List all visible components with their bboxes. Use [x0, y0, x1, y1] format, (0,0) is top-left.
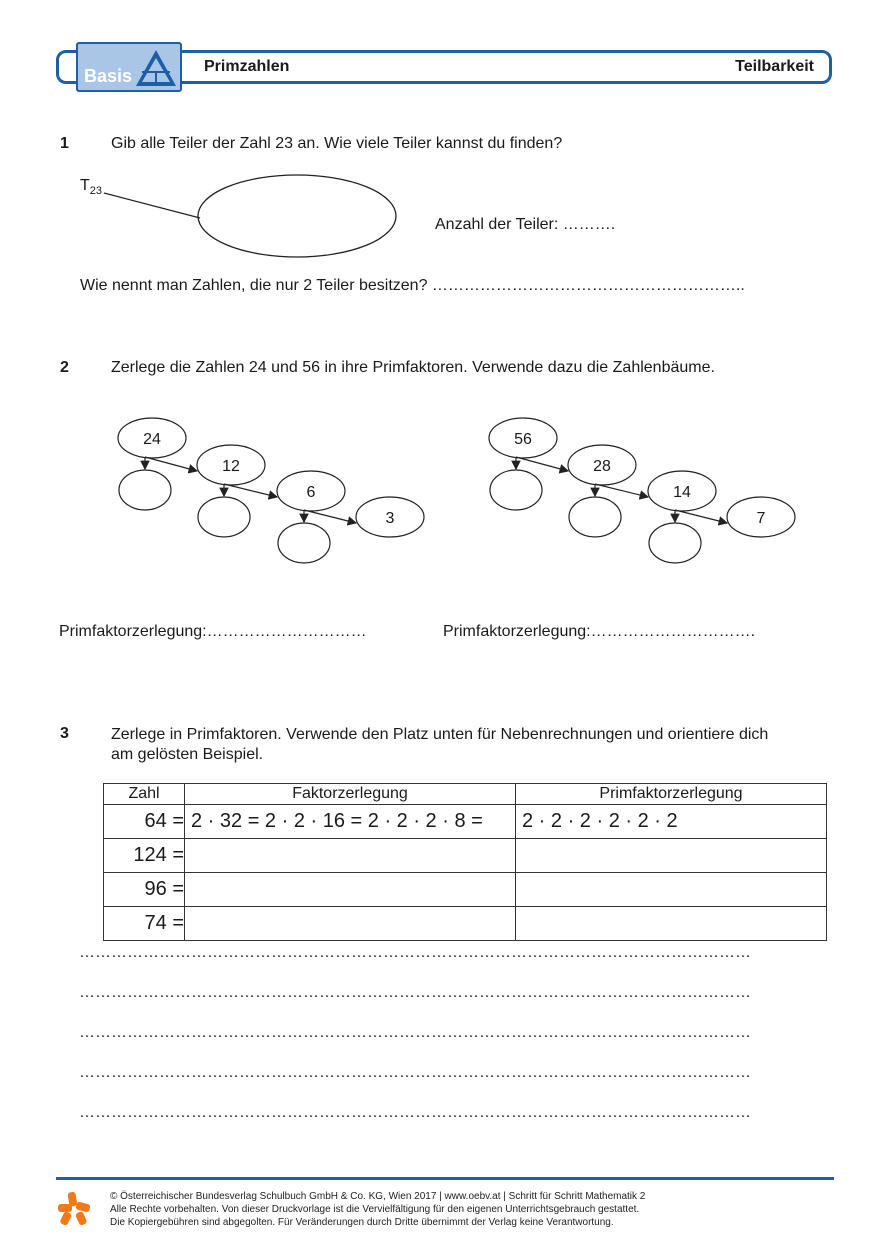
- footer-line: Alle Rechte vorbehalten. Von dieser Druckvorlage ist die Vervielfältigung für den eigenen Unterrichtsgebrauch gestattet.: [110, 1204, 640, 1215]
- number-cell: 64 =: [104, 805, 185, 839]
- tree-left-empty-node[interactable]: [119, 470, 171, 510]
- column-header: Faktorzerlegung: [185, 784, 516, 805]
- scratch-line[interactable]: ………………………………………………………………………………………………………………: [79, 1024, 751, 1041]
- number-cell: 96 =: [104, 873, 185, 907]
- number-cell: 74 =: [104, 907, 185, 941]
- divisor-set-diagram: [0, 0, 890, 300]
- tree-right-value: 14: [673, 484, 691, 501]
- factor-cell[interactable]: 2 · 32 = 2 · 2 · 16 = 2 · 2 · 2 · 8 =: [185, 805, 516, 839]
- footer-line: Die Kopiergebühren sind abgegolten. Für Veränderungen durch Dritte übernimmt der Verlag keine Verantwortung.: [110, 1217, 614, 1228]
- task3-prompt-line: Zerlege in Primfaktoren. Verwende den Platz unten für Nebenrechnungen und orientiere dich: [111, 726, 769, 743]
- table-row: [104, 873, 827, 907]
- task1-number: 1: [60, 135, 69, 152]
- tree-left-value: 3: [385, 510, 395, 527]
- publisher-logo-icon: [56, 1190, 92, 1226]
- tree-left-value: 24: [143, 431, 161, 448]
- task3-prompt: [111, 725, 768, 765]
- footer-divider: [56, 1177, 834, 1180]
- scratch-line[interactable]: ………………………………………………………………………………………………………………: [79, 944, 751, 961]
- column-header: Primfaktorzerlegung: [516, 784, 827, 805]
- set-label-sub: 23: [89, 185, 103, 198]
- task3-prompt-line: am gelösten Beispiel.: [111, 746, 264, 763]
- prime-cell[interactable]: [516, 907, 827, 941]
- scratch-line[interactable]: ………………………………………………………………………………………………………………: [79, 1064, 751, 1081]
- task1-question: Wie nennt man Zahlen, die nur 2 Teiler besitzen? …………………………………………………..: [80, 277, 745, 294]
- footer-line: © Österreichischer Bundesverlag Schulbuch GmbH & Co. KG, Wien 2017 | www.oebv.at | Schritt für Schritt Mathematik 2: [110, 1191, 646, 1202]
- copyright-notice: [110, 1190, 645, 1229]
- table-row: [104, 907, 827, 941]
- tree-left-value: 12: [222, 458, 240, 475]
- tree-right-value: 7: [756, 510, 766, 527]
- tree-right-empty-node[interactable]: [569, 497, 621, 537]
- set-label-main: T: [80, 177, 90, 194]
- prime-factorization-right[interactable]: Primfaktorzerlegung:………………………….: [443, 623, 756, 640]
- tree-left-value: 6: [306, 484, 316, 501]
- tree-right-value: 56: [514, 431, 532, 448]
- table-row: [104, 805, 827, 839]
- factor-cell[interactable]: [185, 839, 516, 873]
- badge-label: Basis: [84, 66, 133, 86]
- task2-prompt: Zerlege die Zahlen 24 und 56 in ihre Primfaktoren. Verwende dazu die Zahlenbäume.: [111, 359, 715, 376]
- prime-cell[interactable]: [516, 873, 827, 907]
- topic-title: Teilbarkeit: [735, 58, 814, 75]
- factor-cell[interactable]: [185, 873, 516, 907]
- prime-factorization-left[interactable]: Primfaktorzerlegung:…………………………: [59, 623, 367, 640]
- tree-right-value: 28: [593, 458, 611, 475]
- tree-right-empty-node[interactable]: [649, 523, 701, 563]
- divisor-set-ellipse[interactable]: [198, 175, 396, 257]
- page-title: Primzahlen: [204, 58, 290, 75]
- table-header-row: [104, 784, 827, 805]
- factorization-table: [103, 783, 827, 941]
- prime-cell[interactable]: 2 · 2 · 2 · 2 · 2 · 2: [516, 805, 827, 839]
- task1-prompt: Gib alle Teiler der Zahl 23 an. Wie viele Teiler kannst du finden?: [111, 135, 563, 152]
- tree-left-empty-node[interactable]: [278, 523, 330, 563]
- scratch-line[interactable]: ………………………………………………………………………………………………………………: [79, 984, 751, 1001]
- column-header: Zahl: [104, 784, 185, 805]
- set-pointer-line: [104, 193, 200, 218]
- tree-right-empty-node[interactable]: [490, 470, 542, 510]
- tree-right: [489, 418, 795, 563]
- table-row: [104, 839, 827, 873]
- tree-left: [118, 418, 424, 563]
- task3-number: 3: [60, 725, 69, 742]
- factor-cell[interactable]: [185, 907, 516, 941]
- number-cell: 124 =: [104, 839, 185, 873]
- scratch-line[interactable]: ………………………………………………………………………………………………………………: [79, 1104, 751, 1121]
- factor-trees: [0, 400, 890, 580]
- divisor-count-label: Anzahl der Teiler: ……….: [435, 216, 616, 233]
- tree-left-empty-node[interactable]: [198, 497, 250, 537]
- prime-cell[interactable]: [516, 839, 827, 873]
- task2-number: 2: [60, 359, 69, 376]
